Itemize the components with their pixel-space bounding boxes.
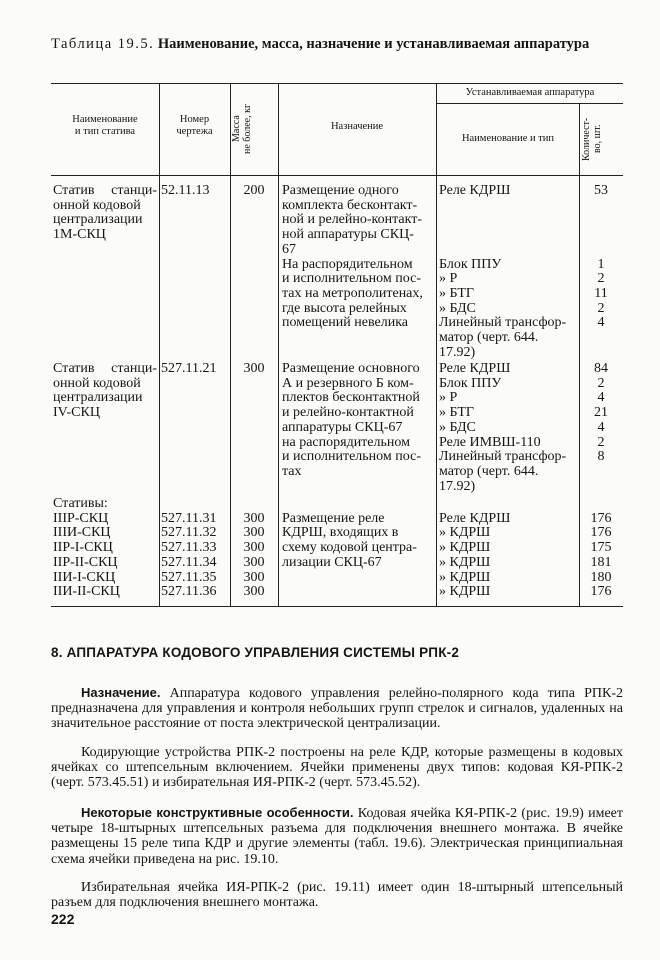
cell-line: 2 xyxy=(597,300,605,316)
header-name: Наименование и тип статива xyxy=(72,114,138,137)
cell-line: Блок ППУ xyxy=(439,256,502,272)
cell-line: 8 xyxy=(597,449,605,465)
cell-line: 67 xyxy=(282,241,296,257)
cell-line xyxy=(581,213,621,228)
row3-name xyxy=(53,497,157,600)
cell-line: где высота релейных xyxy=(282,300,407,316)
row1-purpose xyxy=(282,184,434,331)
cell-line: матор (черт. 644. xyxy=(439,463,539,479)
cell-line xyxy=(581,465,621,480)
cell-line: IIИ-II-СКЦ xyxy=(53,584,120,600)
cell-line: Блок ППУ xyxy=(439,375,502,391)
cell-line: комплекта бесконтакт- xyxy=(282,197,418,213)
cell-line: и релейно-контактной xyxy=(282,405,414,421)
paragraph-text: Аппаратура кодового управления релейно-полярного кода типа РПК-2 предназначена для управления и контроля небольших групп стрелок и сигналов, удаленных на значительное расстояние от поста электрической централизации. xyxy=(51,686,623,732)
cell-line: » БТГ xyxy=(439,405,474,421)
paragraph-lead: Некоторые конструктивные особенности. xyxy=(81,805,354,820)
cell-line: плектов бесконтактной xyxy=(282,390,420,406)
cell-line: 181 xyxy=(590,554,612,570)
row1-drawing: 52.11.13 xyxy=(161,183,210,198)
paragraph-text: Кодовая ячейка КЯ-РПК-2 (рис. 19.9) имеет четыре 18-штырных штепсельных разъема для подключения внешнего монтажа. В ячейке размещены 15 реле типа КДР и другие элементы (табл. 19.6). Электрическая принципиальная схема ячейки приведена на рис. 19.10. xyxy=(51,806,623,867)
cell-line: А и резервного Б ком- xyxy=(282,375,414,391)
cell-line: IIIИ-СКЦ xyxy=(53,525,111,541)
row3-purpose xyxy=(282,497,434,571)
cell-line: Линейный трансфор- xyxy=(439,315,567,331)
col-rule-1 xyxy=(159,83,160,607)
row2-drawing: 527.11.21 xyxy=(161,361,217,376)
cell-line: 527.11.35 xyxy=(161,569,217,585)
row3-drawing xyxy=(161,497,228,600)
equipment-table xyxy=(51,83,623,607)
table-label: Таблица 19.5. xyxy=(51,36,155,52)
cell-line: 300 xyxy=(243,554,265,570)
equipment-subheader-rule xyxy=(436,103,623,104)
cell-line: На распорядительном xyxy=(282,256,413,272)
col-rule-5 xyxy=(579,103,580,607)
cell-line: Линейный трансфор- xyxy=(439,449,567,465)
cell-line xyxy=(439,213,578,228)
cell-line: » БДС xyxy=(439,419,476,435)
paragraph-text: Кодирующие устройства РПК-2 построены на реле КДР, которые размещены в кодовых ячейках со штепсельным включением. Ячейки применены двух типов: кодовая КЯ-РПК-2 (черт. 573.45.51) и избирательная ИЯ-РПК-2 (черт. 573.45.52). xyxy=(51,745,623,791)
cell-line: 21 xyxy=(594,405,608,421)
cell-line: Реле КДРШ xyxy=(439,361,511,376)
header-mass: Масса не более, кг xyxy=(231,103,253,155)
col-rule-4 xyxy=(436,83,437,607)
cell-line: Размещение основного xyxy=(282,361,420,376)
cell-line: » Р xyxy=(439,390,458,406)
cell-line: схему кодовой центра- xyxy=(282,540,417,556)
row1-equipment xyxy=(439,184,578,360)
cell-line xyxy=(439,497,578,512)
cell-line: 2 xyxy=(597,271,605,287)
paragraph-purpose xyxy=(51,685,623,732)
row1-name: Статив станци- онной кодовой централизации 1М-СКЦ xyxy=(53,183,157,243)
cell-line: IIР-I-СКЦ xyxy=(53,540,113,556)
cell-line: 176 xyxy=(590,510,612,526)
paragraph-features xyxy=(51,805,623,867)
table-title: Наименование, масса, назначение и устанавливаемая аппаратура xyxy=(157,36,590,52)
cell-line: » КДРШ xyxy=(439,584,491,600)
cell-line: и исполнительном пос- xyxy=(282,449,421,465)
cell-line xyxy=(581,331,621,346)
cell-line: 4 xyxy=(597,419,605,435)
cell-line: тах на метрополитенах, xyxy=(282,285,423,301)
cell-line: 1 xyxy=(597,256,605,272)
cell-line: 11 xyxy=(594,285,608,301)
cell-line: матор (черт. 644. xyxy=(439,330,539,346)
cell-line xyxy=(581,497,621,512)
cell-line: 527.11.32 xyxy=(161,525,217,541)
cell-line xyxy=(581,228,621,243)
paragraph-lead: Назначение. xyxy=(81,685,161,700)
paragraph-text: Избирательная ячейка ИЯ-РПК-2 (рис. 19.11) имеет один 18-штырный штепсельный разъем для подключения внешнего монтажа. xyxy=(51,880,623,911)
cell-line: 2 xyxy=(597,434,605,450)
cell-line: и исполнительном пос- xyxy=(282,271,421,287)
cell-line: IIIР-СКЦ xyxy=(53,510,109,526)
section-heading: 8. АППАРАТУРА КОДОВОГО УПРАВЛЕНИЯ СИСТЕМЫ РПК-2 xyxy=(51,645,460,660)
cell-line xyxy=(161,497,228,512)
row1-mass: 200 xyxy=(243,183,265,198)
cell-line: IIР-II-СКЦ xyxy=(53,554,118,570)
cell-line: » КДРШ xyxy=(439,525,491,541)
cell-line: Размещение одного xyxy=(282,183,399,198)
cell-line: » БТГ xyxy=(439,285,474,301)
cell-line: » КДРШ xyxy=(439,540,491,556)
cell-line: 300 xyxy=(243,569,265,585)
cell-line: 2 xyxy=(597,375,605,391)
cell-line xyxy=(231,497,277,512)
cell-line: 300 xyxy=(243,540,265,556)
row2-equipment xyxy=(439,362,578,494)
paragraph-selector xyxy=(51,880,623,910)
cell-line xyxy=(282,497,434,512)
cell-line: 17.92) xyxy=(439,478,476,494)
cell-line: 4 xyxy=(597,390,605,406)
cell-line: » КДРШ xyxy=(439,554,491,570)
cell-line: Реле КДРШ xyxy=(439,183,511,198)
header-equipment: Устанавливаемая аппаратура xyxy=(465,87,595,98)
cell-line: 300 xyxy=(243,510,265,526)
cell-line: » Р xyxy=(439,271,458,287)
table-bottom-rule xyxy=(51,606,623,607)
header-quantity: Количест- во, шт. xyxy=(581,117,603,161)
paragraph-coding xyxy=(51,745,623,791)
cell-line xyxy=(439,228,578,243)
header-purpose: Назначение xyxy=(330,121,384,132)
cell-line: 176 xyxy=(590,584,612,600)
cell-line: Размещение реле xyxy=(282,510,385,526)
table-header-rule xyxy=(51,175,623,176)
row1-quantity xyxy=(581,184,621,360)
cell-line: 527.11.34 xyxy=(161,554,217,570)
cell-line: 175 xyxy=(590,540,612,556)
cell-line: 527.11.31 xyxy=(161,510,217,526)
header-drawing: Номер чертежа xyxy=(176,114,213,137)
cell-line: IIИ-I-СКЦ xyxy=(53,569,116,585)
table-caption xyxy=(51,36,626,53)
cell-line: 53 xyxy=(594,183,608,198)
cell-line: 527.11.36 xyxy=(161,584,217,600)
cell-line: лизации СКЦ-67 xyxy=(282,554,382,570)
cell-line xyxy=(439,243,578,258)
cell-line: 4 xyxy=(597,315,605,331)
cell-line: Реле КДРШ xyxy=(439,510,511,526)
cell-line: 527.11.33 xyxy=(161,540,217,556)
cell-line: тах xyxy=(282,463,302,479)
cell-line: ной и релейно-контакт- xyxy=(282,212,423,228)
cell-line xyxy=(581,199,621,214)
cell-line: » БДС xyxy=(439,300,476,316)
cell-line: 180 xyxy=(590,569,612,585)
row2-mass: 300 xyxy=(243,361,265,376)
cell-line xyxy=(581,480,621,495)
table-top-rule xyxy=(51,83,623,84)
cell-line: на распорядительном xyxy=(282,434,410,450)
cell-line: помещений невелика xyxy=(282,315,408,331)
cell-line xyxy=(581,243,621,258)
cell-line xyxy=(439,199,578,214)
row2-purpose xyxy=(282,362,434,480)
cell-line: Стативы: xyxy=(53,496,108,511)
cell-line: 17.92) xyxy=(439,344,476,360)
row3-equipment xyxy=(439,497,578,600)
row3-mass xyxy=(231,497,277,600)
row2-quantity xyxy=(581,362,621,494)
cell-line: » КДРШ xyxy=(439,569,491,585)
page-number: 222 xyxy=(51,911,75,927)
row2-name: Статив станци- онной кодовой централизации IV-СКЦ xyxy=(53,361,157,421)
cell-line: 300 xyxy=(243,584,265,600)
cell-line: 176 xyxy=(590,525,612,541)
cell-line: 84 xyxy=(594,361,608,376)
cell-line xyxy=(581,346,621,361)
header-equipment-name: Наименование и тип xyxy=(461,133,555,144)
col-rule-3 xyxy=(278,83,279,607)
cell-line: ной аппаратуры СКЦ- xyxy=(282,227,414,243)
cell-line: Реле ИМВШ-110 xyxy=(439,434,541,450)
cell-line: аппаратуры СКЦ-67 xyxy=(282,419,403,435)
row3-quantity xyxy=(581,497,621,600)
cell-line: 300 xyxy=(243,525,265,541)
cell-line: КДРШ, входящих в xyxy=(282,525,399,541)
